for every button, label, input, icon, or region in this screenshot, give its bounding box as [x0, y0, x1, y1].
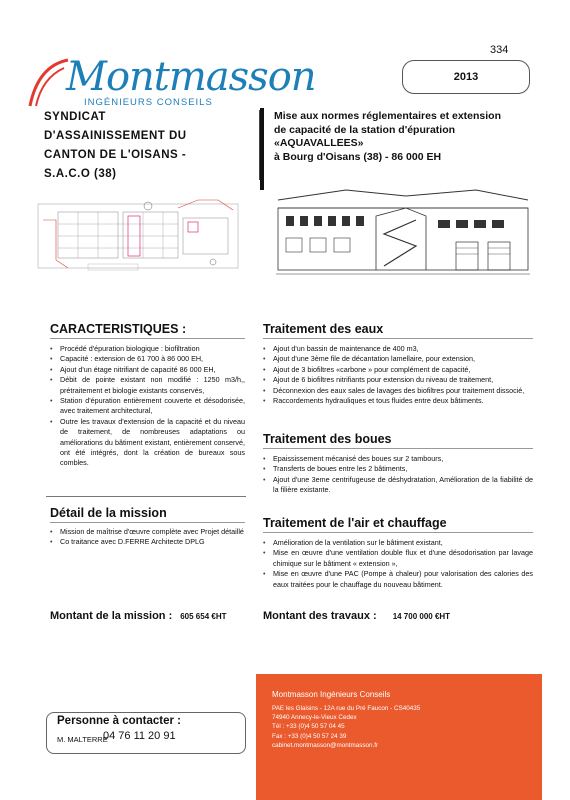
client-line: D'ASSAINISSEMENT DU: [44, 130, 187, 142]
mission-list: [50, 527, 245, 548]
list-item: • Mission de maîtrise d'œuvre complète avec Projet détaillé: [50, 527, 245, 537]
office-phone-line: Tél : +33 (0)4 50 57 04 45: [272, 723, 345, 731]
sludge-treatment-list: [263, 454, 533, 496]
air-treatment-list: [263, 538, 533, 590]
client-block: [44, 108, 252, 186]
list-item: • Procédé d'épuration biologique : biofiltration: [50, 344, 245, 354]
client-line: SYNDICAT: [44, 111, 106, 123]
works-amount: [263, 610, 450, 622]
list-item: • Capacité : extension de 61 700 à 86 000 EH,: [50, 354, 245, 364]
water-treatment-section: [263, 322, 533, 406]
section-divider: [263, 338, 533, 339]
section-divider: [50, 338, 245, 339]
contact-title: Personne à contacter :: [57, 715, 181, 727]
section-divider: [50, 522, 245, 523]
water-treatment-list: [263, 344, 533, 406]
client-line: CANTON DE L'OISANS -: [44, 149, 187, 161]
contact-phone: 04 76 11 20 91: [103, 730, 176, 742]
list-item: • Ajout d'une 3ème file de décantation lamellaire, pour extension,: [263, 354, 533, 364]
year-label: 2013: [453, 71, 479, 83]
section-divider: [263, 448, 533, 449]
list-item: • Epaississement mécanisé des boues sur 2 tambours,: [263, 454, 533, 464]
list-item: • Co traitance avec D.FERRE Architecte DPLG: [50, 537, 245, 547]
list-item: • Raccordements hydrauliques et tous fluides entre deux bâtiments.: [263, 396, 533, 406]
mission-amount: [50, 610, 227, 622]
project-title: [260, 108, 530, 190]
office-email-link[interactable]: cabinet.montmasson@montmasson.fr: [272, 741, 379, 749]
air-treatment-heading: Traitement de l'air et chauffage: [263, 516, 447, 530]
year-badge: [402, 60, 530, 94]
mission-amount-label: Montant de la mission :: [50, 610, 173, 622]
works-amount-label: Montant des travaux :: [263, 610, 377, 622]
office-fax-line: Fax : +33 (0)4 50 57 24 39: [272, 732, 347, 740]
office-title: Montmasson Ingénieurs Conseils: [272, 690, 391, 699]
logo-name: Montmasson: [66, 54, 316, 100]
building-elevation-drawing: [276, 186, 530, 286]
characteristics-heading: CARACTERISTIQUES :: [50, 322, 187, 336]
list-item: • Station d'épuration entièrement couverte et désodorisée, avec traitement architectural,: [50, 396, 245, 417]
office-address-line: PAE les Glaisins - 12A rue du Pré Faucon - CS40435: [272, 705, 421, 712]
client-line: S.A.C.O (38): [44, 168, 117, 180]
list-item: • Ajout d'un bassin de maintenance de 400 m3,: [263, 344, 533, 354]
list-item: • Ajout de 6 biofiltres nitrifiants pour extension du niveau de traitement,: [263, 375, 533, 385]
list-item: • Amélioration de la ventilation sur le bâtiment existant,: [263, 538, 533, 548]
sludge-treatment-heading: Traitement des boues: [263, 432, 392, 446]
list-item: • Mise en œuvre d'une PAC (Pompe à chaleur) pour valorisation des calories des eaux traitées pour le chauffage du nouveau bâtiment.: [263, 569, 533, 590]
air-treatment-section: [263, 516, 533, 590]
list-item: • Débit de pointe existant non modifié : 1250 m3/h,, prétraitement et biologie existants conservés,: [50, 375, 245, 396]
list-item: • Déconnexion des eaux sales de lavages des biofiltres pour traitement dissocié,: [263, 386, 533, 396]
contact-box: [46, 712, 246, 754]
contact-name: M. MALTERRE: [57, 735, 108, 744]
list-item: • Ajout d'un étage nitrifiant de capacité 86 000 EH,: [50, 365, 245, 375]
water-treatment-heading: Traitement des eaux: [263, 322, 384, 336]
logo-subtitle: INGÉNIEURS CONSEILS: [84, 97, 213, 108]
list-item: • Transferts de boues entre les 2 bâtiments,: [263, 464, 533, 474]
section-divider: [263, 532, 533, 533]
mission-heading: Détail de la mission: [50, 506, 167, 520]
list-item: • Outre les travaux d'extension de la capacité et du niveau de traitement, de nombreuses adaptations ou améliorations du bâtiment existant, entièrement conservé, ont été intégrés, dont la création de bureaux sous combles.: [50, 417, 245, 469]
mission-section: [50, 506, 245, 548]
mission-divider: [46, 496, 246, 497]
site-plan-drawing: [28, 190, 253, 280]
office-address-block: [256, 674, 542, 800]
list-item: • Ajout de 3 biofiltres «carbone » pour complément de capacité,: [263, 365, 533, 375]
project-title-line: de capacité de la station d'épuration «AQUAVALLEES»: [274, 123, 456, 149]
project-title-line: Mise aux normes réglementaires et extension: [274, 110, 502, 122]
company-logo: [28, 52, 316, 112]
list-item: • Mise en œuvre d'une ventilation double flux et d'une désodorisation par lavage chimique sur le bâtiment « extension »,: [263, 548, 533, 569]
sludge-treatment-section: [263, 432, 533, 496]
office-city-line: 74940 Annecy-le-Vieux Cedex: [272, 714, 357, 722]
list-item: • Ajout d'une 3eme centrifugeuse de déshydratation, Amélioration de la fiabilité de la filière existante.: [263, 475, 533, 496]
characteristics-section: [50, 322, 245, 469]
characteristics-list: [50, 344, 245, 469]
page-number: 334: [490, 44, 509, 56]
works-amount-value: 14 700 000 €HT: [392, 612, 451, 621]
mission-amount-value: 605 654 €HT: [180, 612, 227, 621]
project-title-line: à Bourg d'Oisans (38) - 86 000 EH: [274, 150, 442, 163]
